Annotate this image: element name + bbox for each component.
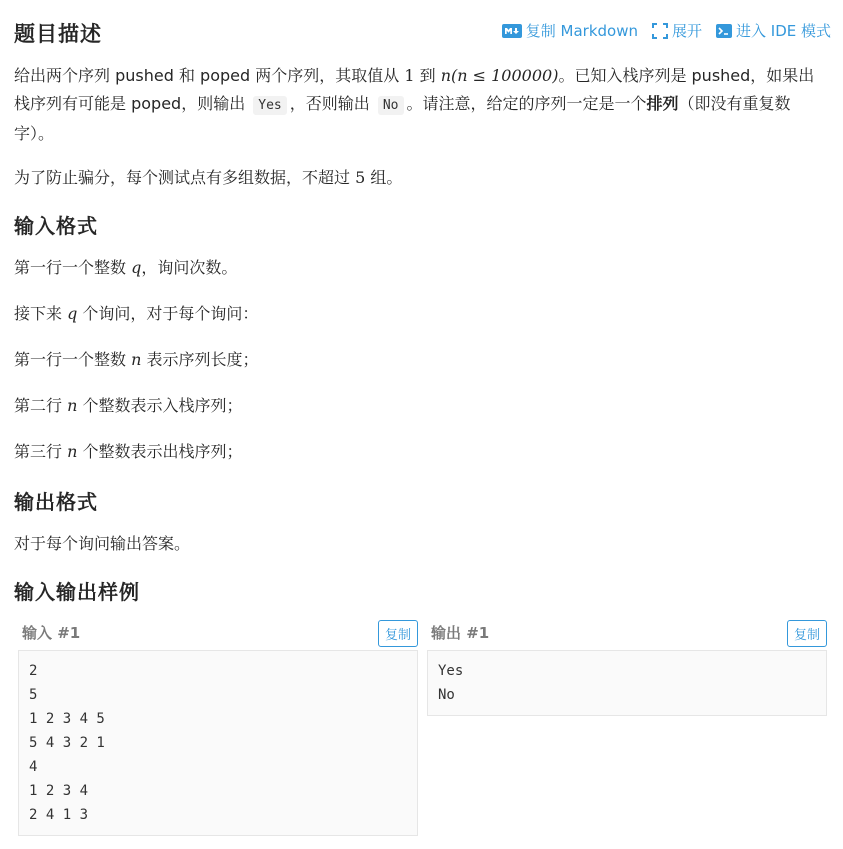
text-span: 接下来 [14,304,68,323]
text-span: 组。 [365,168,403,187]
input-line-5 [14,438,829,466]
inline-code-yes: Yes [253,96,286,115]
ide-mode-button[interactable] [716,20,831,41]
copy-output-button[interactable]: 复制 [787,620,827,647]
output-format-text: 对于每个询问输出答案。 [14,534,191,553]
input-line-4 [14,392,829,420]
description-paragraph-2 [14,164,829,192]
text-span: 到 [414,66,441,85]
ide-mode-label: 进入 IDE 模式 [736,22,831,40]
copy-markdown-label: 复制 Markdown [525,22,638,40]
text-span: 个整数表示出栈序列； [77,442,243,461]
math-variable: n [67,396,78,415]
markdown-icon [502,24,522,38]
text-span: 第一行一个整数 [14,258,132,277]
copy-markdown-button[interactable] [502,20,638,41]
math-number: 5 [355,168,366,187]
input-line-2 [14,300,829,328]
text-span: 。已知入栈序列是 pushed，如果出栈序列有可能是 poped，则输出 [14,66,815,113]
math-variable: n [67,442,78,461]
input-line-1 [14,254,829,282]
text-span: 给出两个序列 pushed 和 poped 两个序列，其取值从 [14,66,405,85]
description-header [14,14,831,48]
sample-output-block [427,618,827,716]
text-span: 。请注意，给定的序列一定是一个 [406,94,647,113]
text-span: （即没有重复数字）。 [14,94,791,143]
sample-output-header [427,618,827,650]
expand-button[interactable] [652,20,702,41]
section-title-output-format: 输出格式 [14,490,98,514]
section-title-samples: 输入输出样例 [14,580,140,604]
sample-output-label: 输出 #1 [431,624,490,642]
sample-input-block [18,618,418,836]
section-title-input-format: 输入格式 [14,214,98,238]
text-span: 表示序列长度； [141,350,259,369]
header-actions [502,20,831,41]
inline-code-no: No [378,96,404,115]
expand-label: 展开 [671,22,702,40]
sample-input-label: 输入 #1 [22,624,81,642]
math-expression: n(n ≤ 100000) [440,66,559,85]
text-span: ，询问次数。 [141,258,238,277]
text-span: 为了防止骗分，每个测试点有多组数据，不超过 [14,168,356,187]
math-variable: n [131,350,142,369]
text-span: 个询问，对于每个询问： [77,304,259,323]
expand-icon [652,23,668,39]
sample-input-header [18,618,418,650]
text-span: 第三行 [14,442,68,461]
text-span: ，否则输出 [289,94,375,113]
description-paragraph-1 [14,62,829,148]
text-span: 第一行一个整数 [14,350,132,369]
text-span: 个整数表示入栈序列； [77,396,243,415]
copy-input-button[interactable]: 复制 [378,620,418,647]
math-variable: q [67,304,78,323]
math-variable: q [131,258,142,277]
math-number: 1 [404,66,415,85]
text-span: 第二行 [14,396,68,415]
section-title-description: 题目描述 [14,22,102,46]
terminal-icon [716,24,732,38]
sample-input-code[interactable]: 2 5 1 2 3 4 5 5 4 3 2 1 4 1 2 3 4 2 4 1 3 [18,650,418,836]
bold-text: 排列 [646,94,679,113]
sample-output-code[interactable]: Yes No [427,650,827,716]
input-line-3 [14,346,829,374]
